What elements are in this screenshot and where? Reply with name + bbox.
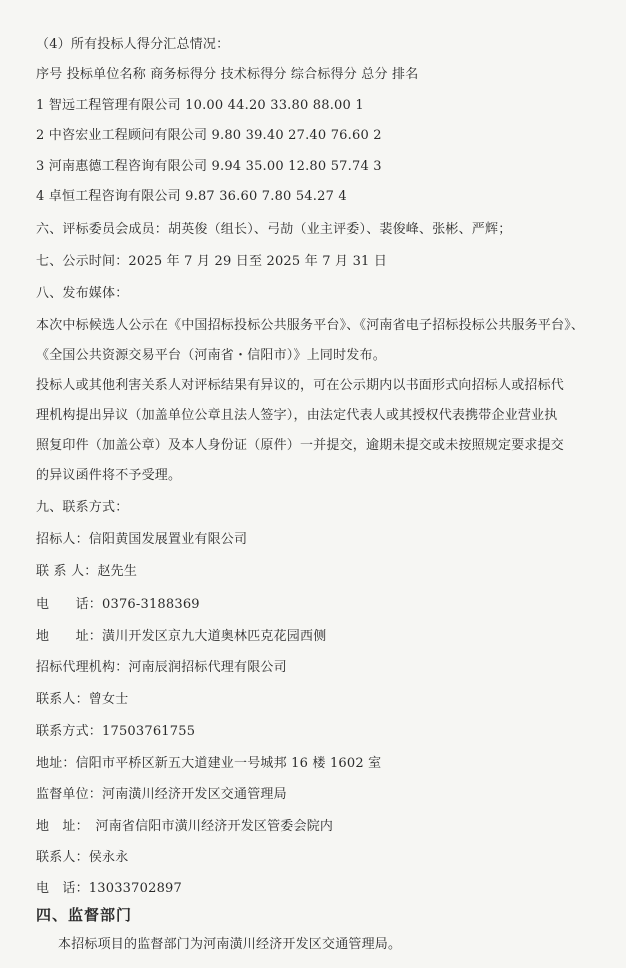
contact-tenderer: 招标人：信阳黄国发展置业有限公司 [36,532,248,547]
agency-phone: 联系方式：17503761755 [36,724,196,739]
supervisor-contact-person: 联系人：侯永永 [36,850,129,865]
agency-contact-person: 联系人：曾女士 [36,692,129,707]
score-table-header: 序号 投标单位名称 商务标得分 技术标得分 综合标得分 总分 排名 [36,67,419,82]
contact-address: 地 址：潢川开发区京九大道奥林匹克花园西侧 [36,629,327,644]
objection-line-3: 照复印件（加盖公章）及本人身份证（原件）一并提交，逾期未提交或未按照规定要求提交 [36,438,565,453]
score-summary-heading: （4）所有投标人得分汇总情况： [36,37,230,52]
objection-line-2: 理机构提出异议（加盖单位公章且法人签字），由法定代表人或其授权代表携带企业营业执 [36,408,558,423]
objection-line-1: 投标人或其他利害关系人对评标结果有异议的，可在公示期内以书面形式向招标人或招标代 [36,378,565,393]
publicity-time: 七、公示时间：2025 年 7 月 29 日至 2025 年 7 月 31 日 [36,254,388,269]
score-row-4: 4 卓恒工程咨询有限公司 9.87 36.60 7.80 54.27 4 [36,189,347,204]
score-row-1: 1 智远工程管理有限公司 10.00 44.20 33.80 88.00 1 [36,98,364,113]
media-heading: 八、发布媒体： [36,286,129,301]
agency-name: 招标代理机构：河南辰润招标代理有限公司 [36,660,287,675]
supervision-heading: 四、监督部门 [36,906,133,924]
media-line-1: 本次中标候选人公示在《中国招标投标公共服务平台》、《河南省电子招标投标公共服务平台》、 [36,318,585,333]
supervisor-phone: 电 话：13033702897 [36,881,182,896]
score-row-2: 2 中咨宏业工程顾问有限公司 9.80 39.40 27.40 76.60 2 [36,128,382,143]
contact-phone: 电 话：0376-3188369 [36,597,200,612]
supervisor-address: 地 址： 河南省信阳市潢川经济开发区管委会院内 [36,819,334,834]
contact-person: 联 系 人：赵先生 [36,564,138,579]
contact-heading: 九、联系方式： [36,500,129,515]
score-row-3: 3 河南惠德工程咨询有限公司 9.94 35.00 12.80 57.74 3 [36,159,382,174]
objection-line-4: 的异议函件将不予受理。 [36,468,182,483]
agency-address: 地址：信阳市平桥区新五大道建业一号城邦 16 楼 1602 室 [36,756,382,771]
supervision-text: 本招标项目的监督部门为河南潢川经济开发区交通管理局。 [58,937,402,952]
supervisor-unit: 监督单位：河南潢川经济开发区交通管理局 [36,787,287,802]
committee-members: 六、评标委员会成员：胡英俊（组长）、弓劼（业主评委）、裴俊峰、张彬、严辉； [36,222,512,237]
media-line-2: 《全国公共资源交易平台（河南省・信阳市）》上同时发布。 [36,348,386,363]
